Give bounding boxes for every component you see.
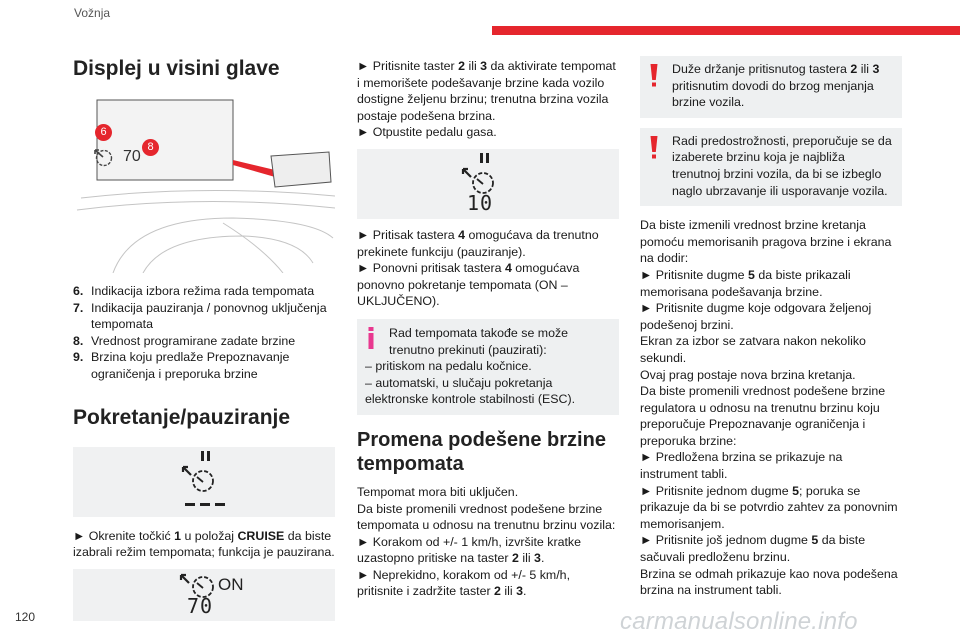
- para-displayed: Brzina se odmah prikazuje kao nova podešena brzina na instrument tabli.: [640, 566, 898, 598]
- on-label: ON: [218, 574, 244, 594]
- warning-icon: [650, 64, 658, 88]
- para-press-5-again: ► Pritisnite još jednom dugme 5 da biste sačuvali predloženu brzinu.: [640, 533, 866, 565]
- warning-note-2: Radi predostrožnosti, preporučuje se da izaberete brzinu koja je najbliža trenutnoj brzini vozila, da bi se izbeglo naglo ubrzavanje ili usporavanje vozila.: [640, 128, 902, 206]
- active-speed-value: 10: [467, 190, 494, 215]
- para-release-gas: ► Otpustite pedalu gasa.: [357, 125, 497, 140]
- list-item: 9. Brzina koju predlaže Prepoznavanje ograničenja i preporuka brzine: [73, 350, 290, 381]
- column-1: [73, 56, 335, 621]
- page-number: 120: [15, 610, 36, 624]
- active-icon-box: [357, 149, 619, 219]
- column-2: [357, 58, 619, 600]
- para-press-4-again: ► Ponovni pritisak tastera 4 omogućava ponovno pokretanje tempomata (ON – UKLJUČENO).: [357, 261, 580, 309]
- hud-speed-value: 70: [123, 148, 141, 165]
- para-press-4: ► Pritisak tastera 4 omogućava da trenutno prekinete funkciju (pauziranje).: [357, 227, 599, 259]
- para-press-5-once: ► Pritisnite jednom dugme 5; poruka se prikazuje da bi se potvrdio zahtev za ponovnim memorisanjem.: [640, 483, 898, 531]
- para-press-button: ► Pritisnite dugme koje odgovara željenoj podešenoj brzini.: [640, 301, 872, 332]
- list-item: 7. Indikacija pauziranja / ponovnog uključenja tempomata: [73, 300, 327, 332]
- hud-figure: [73, 98, 335, 273]
- callout-8: 8: [142, 139, 159, 156]
- para-change-regulator: Da biste promenili vrednost podešene brzine regulatora u odnosu na trenutnu brzinu koju preporučuje Prepoznavanje ograničenja i preporuka brzine:: [640, 384, 886, 448]
- cruise-paused-icon: [73, 447, 335, 517]
- list-item: 8. Vrednost programirane zadate brzine: [73, 333, 296, 348]
- warning-icon: [650, 136, 658, 160]
- heading-start-pause: Pokretanje/pauziranje: [73, 405, 291, 429]
- para-press-5: ► Pritisnite dugme 5 da biste prikazali memorisana podešavanja brzine.: [640, 267, 851, 299]
- para-step-5: ► Neprekidno, korakom od +/- 5 km/h, pritisnite i zadržite taster 2 ili 3.: [357, 567, 571, 599]
- info-icon: [367, 327, 375, 349]
- callout-6: 6: [95, 124, 112, 141]
- para-must-be-on: Tempomat mora biti uključen.: [357, 484, 519, 499]
- dashboard-illustration: [73, 98, 335, 273]
- list-item: 6. Indikacija izbora režima rada tempomata: [73, 284, 315, 298]
- watermark: carmanualsonline.info: [620, 608, 858, 635]
- on-speed-value: 70: [187, 593, 214, 618]
- info-note: Rad tempomata takođe se može trenutno prekinuti (pauzirati): – pritiskom na pedalu kočnice. – automatski, u slučaju pokretanja elektronske kontrole stabilnosti (ESC).: [357, 319, 619, 415]
- section-label: Vožnja: [74, 6, 111, 20]
- para-to-change: Da biste promenili vrednost podešene brzine tempomata u odnosu na trenutnu brzinu vozila:: [357, 501, 616, 533]
- para-suggested: ► Predložena brzina se prikazuje na instrument tabli.: [640, 450, 843, 482]
- para-new-speed: Ovaj prag postaje nova brzina kretanja.: [640, 367, 856, 382]
- heading-hud: Displej u visini glave: [73, 57, 280, 80]
- para-press-2-3: ► Pritisnite taster 2 ili 3 da aktivirate tempomat i memorišete podešavanje brzine kada vozilo dostigne željenu brzinu; trenutna brzina vozila postaje podešena brzina.: [357, 59, 616, 123]
- cruise-on-icon-box: [73, 569, 335, 621]
- heading-change-speed: Promena podešene brzine tempomata: [357, 428, 606, 475]
- pause-icon-box: [73, 447, 335, 517]
- warning-note-1: Duže držanje pritisnutog tastera 2 ili 3 pritisnutim dovodi do brzog menjanja brzine vozila.: [640, 56, 902, 118]
- legend-list: [73, 283, 335, 383]
- column-3: [640, 56, 902, 599]
- header-accent-bar: [492, 26, 960, 35]
- para-step-1: ► Korakom od +/- 1 km/h, izvršite kratke uzastopno pritiske na taster 2 ili 3.: [357, 534, 582, 566]
- para-thresholds: Da biste izmenili vrednost brzine kretanja pomoću memorisanih pragova brzine i ekrana na dodir:: [640, 218, 892, 266]
- column-3-body: [640, 217, 902, 599]
- para-screen-closes: Ekran za izbor se zatvara nakon nekoliko sekundi.: [640, 334, 866, 365]
- para-turn-wheel: ► Okrenite točkić 1 u položaj CRUISE da biste izabrali režim tempomata; funkcija je pauzirana.: [73, 528, 335, 560]
